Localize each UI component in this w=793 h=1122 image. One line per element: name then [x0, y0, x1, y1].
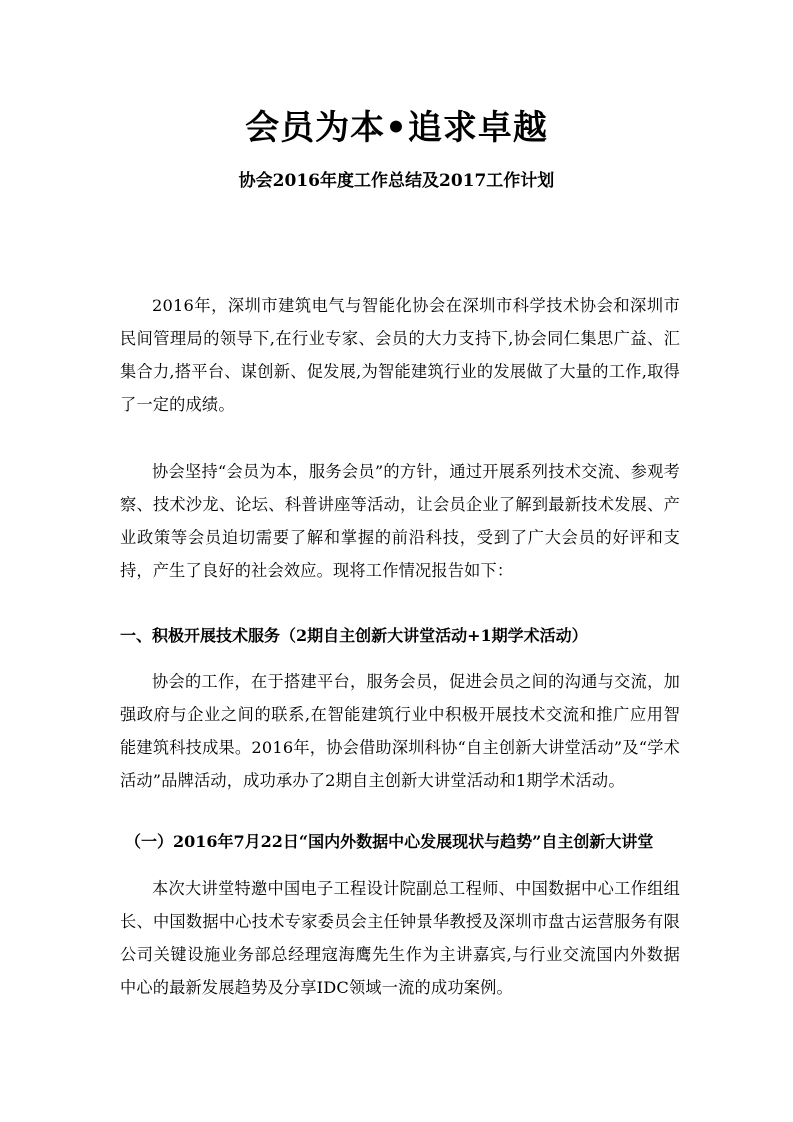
subsection-1-paragraph: 本次大讲堂特邀中国电子工程设计院副总工程师、中国数据中心工作组组长、中国数据中心技术专家委员会主任钟景华教授及深圳市盘古运营服务有限公司关键设施业务部总经理寇海鹰先生作为主讲嘉宾,与行业交流国内外数据中心的最新发展趋势及分享IDC领域一流的成功案例。 — [120, 879, 680, 997]
section-1-paragraph: 协会的工作，在于搭建平台，服务会员，促进会员之间的沟通与交流，加强政府与企业之间的联系,在智能建筑行业中积极开展技术交流和推广应用智能建筑科技成果。2016年，协会借助深圳科协“自主创新大讲堂活动”及“学术活动”品牌活动，成功承办了2期自主创新大讲堂活动和1期学术活动。 — [120, 672, 680, 790]
subsection-heading-1: （一）2016年7月22日“国内外数据中心发展现状与趋势”自主创新大讲堂 — [125, 832, 654, 851]
document-title: 会员为本•追求卓越 — [245, 108, 548, 148]
intro-paragraph-1: 2016年，深圳市建筑电气与智能化协会在深圳市科学技术协会和深圳市民间管理局的领导下,在行业专家、会员的大力支持下,协会同仁集思广益、汇集合力,搭平台、谋创新、促发展,为智能建筑行业的发展做了大量的工作,取得了一定的成绩。 — [120, 296, 680, 414]
section-heading-1: 一、积极开展技术服务（2期自主创新大讲堂活动+1期学术活动） — [120, 626, 588, 645]
intro-paragraph-2: 协会坚持“会员为本，服务会员”的方针，通过开展系列技术交流、参观考察、技术沙龙、论坛、科普讲座等活动，让会员企业了解到最新技术发展、产业政策等会员迫切需要了解和掌握的前沿科技，受到了广大会员的好评和支持，产生了良好的社会效应。现将工作情况报告如下： — [120, 462, 680, 580]
document-subtitle: 协会2016年度工作总结及2017工作计划 — [238, 171, 555, 191]
